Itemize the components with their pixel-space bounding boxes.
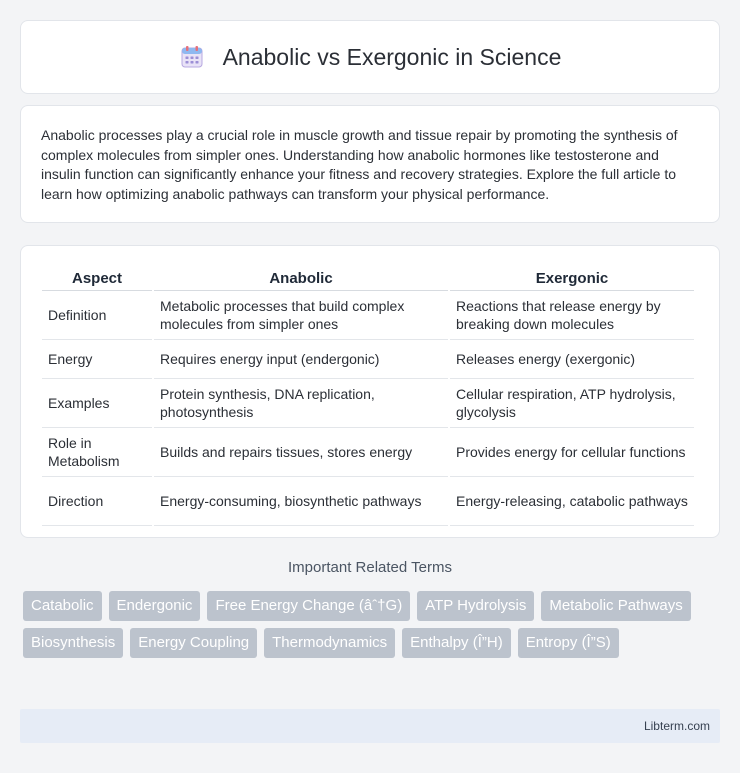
cell-exergonic: Cellular respiration, ATP hydrolysis, glycolysis — [450, 379, 694, 428]
title-wrap — [179, 44, 562, 71]
table-row — [42, 340, 694, 379]
intro-text: Anabolic processes play a crucial role in muscle growth and tissue repair by promoting the synthesis of complex molecules from simpler ones. Understanding how anabolic hormones like testosterone and insulin function can significantly enhance your fitness and recovery strategies. Explore the full article to learn how optimizing anabolic pathways can transform your physical performance. — [41, 127, 678, 202]
header-aspect: Aspect — [42, 266, 152, 291]
cell-aspect: Definition — [42, 291, 152, 340]
tag-energy-coupling[interactable]: Energy Coupling — [130, 628, 257, 658]
related-terms-tags — [23, 591, 723, 658]
table-row — [42, 428, 694, 477]
cell-exergonic: Releases energy (exergonic) — [450, 340, 694, 379]
cell-exergonic: Reactions that release energy by breaking down molecules — [450, 291, 694, 340]
cell-anabolic: Metabolic processes that build complex molecules from simpler ones — [154, 291, 448, 340]
tag-atp-hydrolysis[interactable]: ATP Hydrolysis — [417, 591, 534, 621]
table-row — [42, 477, 694, 526]
footer-site-link[interactable]: Libterm.com — [643, 719, 710, 733]
table-row — [42, 291, 694, 340]
cell-anabolic: Builds and repairs tissues, stores energy — [154, 428, 448, 477]
header-exergonic: Exergonic — [450, 266, 694, 291]
page-title: Anabolic vs Exergonic in Science — [222, 43, 562, 70]
tag-biosynthesis[interactable]: Biosynthesis — [23, 628, 123, 658]
tag-enthalpy[interactable]: Enthalpy (Î”H) — [402, 628, 511, 658]
tag-catabolic[interactable]: Catabolic — [23, 591, 102, 621]
cell-aspect: Examples — [42, 379, 152, 428]
cell-anabolic: Requires energy input (endergonic) — [154, 340, 448, 379]
related-terms-heading: Important Related Terms — [288, 559, 452, 576]
footer — [20, 709, 720, 743]
table-row — [42, 379, 694, 428]
cell-exergonic: Provides energy for cellular functions — [450, 428, 694, 477]
header-anabolic: Anabolic — [154, 266, 448, 291]
cell-anabolic: Energy-consuming, biosynthetic pathways — [154, 477, 448, 526]
tag-endergonic[interactable]: Endergonic — [109, 591, 201, 621]
cell-exergonic: Energy-releasing, catabolic pathways — [450, 477, 694, 526]
table-header-row — [42, 266, 694, 291]
tag-thermodynamics[interactable]: Thermodynamics — [264, 628, 395, 658]
tag-entropy[interactable]: Entropy (Î”S) — [518, 628, 619, 658]
comparison-table-card — [20, 245, 720, 538]
cell-aspect: Direction — [42, 477, 152, 526]
cell-anabolic: Protein synthesis, DNA replication, photosynthesis — [154, 379, 448, 428]
calendar-icon — [179, 44, 205, 70]
intro-card — [20, 105, 720, 223]
cell-aspect: Energy — [42, 340, 152, 379]
tag-metabolic-pathways[interactable]: Metabolic Pathways — [541, 591, 690, 621]
tag-free-energy-change[interactable]: Free Energy Change (âˆ†G) — [207, 591, 410, 621]
comparison-table — [40, 266, 696, 526]
header-card — [20, 20, 720, 94]
cell-aspect: Role in Metabolism — [42, 428, 152, 477]
